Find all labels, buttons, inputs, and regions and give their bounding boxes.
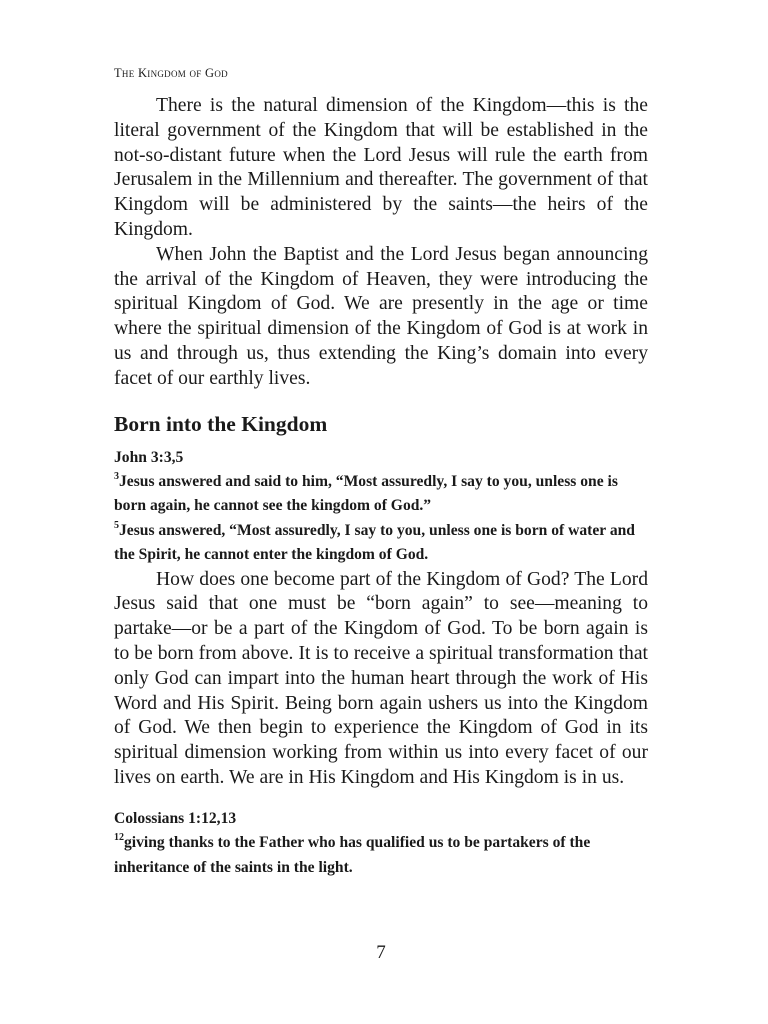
paragraph-spiritual-kingdom: When John the Baptist and the Lord Jesus began announcing the arrival of the Kingdom of Heaven, they were introducing the spiritual Kingdom of God. We are presently in the age or time where the spiritual dimension of the Kingdom of God is at work in us and through us, thus extending the King’s domain into every facet of our earthly lives.	[114, 243, 648, 389]
body-text	[114, 94, 648, 880]
scripture-verse	[114, 831, 648, 880]
scripture-verse	[114, 519, 648, 568]
scripture-block-colossians	[114, 807, 648, 880]
scripture-reference: Colossians 1:12,13	[114, 809, 237, 827]
verse-number: 12	[114, 832, 124, 844]
scripture-reference: John 3:3,5	[114, 448, 184, 466]
paragraph-born-again: How does one become part of the Kingdom of God? The Lord Jesus said that one must be “born again” to see—meaning to partake—or be a part of the Kingdom of God. To be born again is to be born from above. It is to receive a spiritual transformation that only God can impart into the human heart through the work of His Word and His Spirit. Being born again ushers us into the Kingdom of God. We then begin to experience the Kingdom of God in its spiritual dimension working from within us into every facet of our lives on earth. We are in His Kingdom and His Kingdom is in us.	[114, 568, 648, 788]
page-number: 7	[376, 942, 386, 963]
running-head: The Kingdom of God	[114, 66, 228, 80]
scripture-block-john	[114, 446, 648, 568]
verse-number: 3	[114, 470, 119, 482]
scripture-verse	[114, 470, 648, 519]
verse-text: giving thanks to the Father who has qualified us to be partakers of the inheritance of the saints in the light.	[114, 834, 591, 876]
section-heading: Born into the Kingdom	[114, 411, 328, 436]
book-page	[114, 0, 648, 1024]
verse-number: 5	[114, 519, 119, 531]
verse-text: Jesus answered and said to him, “Most assuredly, I say to you, unless one is born again, he cannot see the kingdom of God.”	[114, 472, 618, 515]
verse-text: Jesus answered, “Most assuredly, I say to you, unless one is born of water and the Spirit, he cannot enter the kingdom of God.	[114, 521, 635, 564]
paragraph-natural-dimension: There is the natural dimension of the Kingdom—this is the literal government of the Kingdom that will be established in the not-so-distant future when the Lord Jesus will rule the earth from Jerusalem in the Millennium and thereafter. The government of that Kingdom will be administered by the saints—the heirs of the Kingdom.	[114, 95, 648, 240]
